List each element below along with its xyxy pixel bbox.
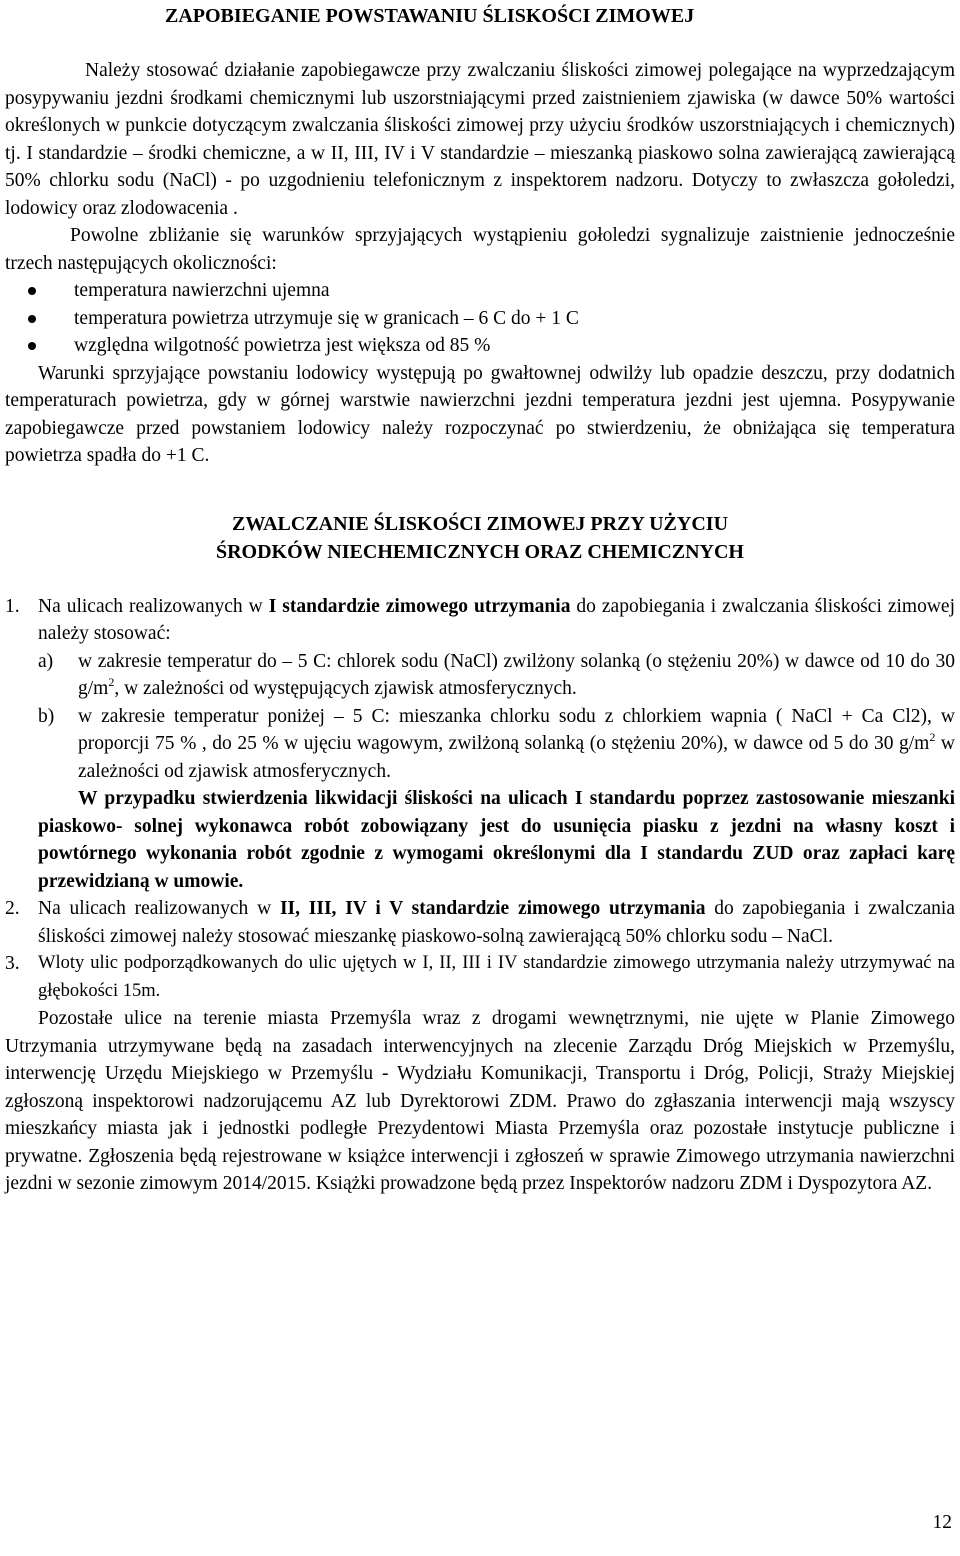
sub-item-text: w zakresie temperatur poniżej – 5 C: mieszanka chlorku sodu z chlorkiem wapnia ( NaCl + Ca Cl2), w proporcji 75 % , do 25 % w ujęciu wagowym, zwilżoną solanką (o stężeniu 20%), w dawce od 5 do 30 g/m	[78, 705, 955, 754]
sub-item-label: a)	[38, 650, 54, 672]
section-title-line2: ŚRODKÓW NIECHEMICZNYCH ORAZ CHEMICZNYCH	[215, 540, 744, 563]
numbered-item-3	[5, 950, 955, 1005]
section-title-line1: ZWALCZANIE ŚLISKOŚCI ZIMOWEJ PRZY UŻYCIU	[231, 512, 729, 535]
item-text: do zapobiegania i zwalczania śliskości zimowej należy stosować:	[38, 595, 955, 644]
section-heading	[5, 510, 955, 566]
page-number: 12	[932, 1512, 952, 1533]
superscript: 2	[108, 675, 115, 689]
numbered-item-1	[5, 593, 955, 648]
conditions-list	[5, 277, 955, 360]
sub-item-text: w zależności od zjawisk atmosferycznych.	[78, 733, 955, 782]
item-text: Wloty ulic podporządkowanych do ulic ujętych w I, II, III i IV standardzie zimowego utrzymania należy utrzymywać na głębokości 15m.	[38, 953, 955, 1001]
item-number: 3.	[5, 953, 20, 974]
item-text: Na ulicach realizowanych w	[38, 595, 269, 617]
superscript: 2	[929, 730, 936, 744]
list-item: względna wilgotność powietrza jest większa od 85 %	[5, 332, 955, 360]
page-content	[5, 2, 955, 1198]
item-bold-text: II, III, IV i V standardzie zimowego utrzymania	[279, 898, 706, 919]
list-item: temperatura nawierzchni ujemna	[5, 277, 955, 305]
list-item: temperatura powietrza utrzymuje się w granicach – 6 C do + 1 C	[5, 305, 955, 333]
sub-item-text: w zakresie temperatur do – 5 C: chlorek sodu (NaCl) zwilżony solanką (o stężeniu 20%) w dawce od 10 do 30 g/m	[78, 650, 955, 699]
sub-item-b	[5, 703, 955, 786]
item-number: 2.	[5, 898, 20, 919]
penalty-paragraph: W przypadku stwierdzenia likwidacji śliskości na ulicach I standardu poprzez zastosowanie mieszanki piaskowo- solnej wykonawca robót zobowiązany jest do usunięcia piasku z jezdni na własny koszt i powtórnego wykonania robót zgodnie z wymogami określonymi dla I standardu ZUD oraz zapłaci karę przewidzianą w umowie.	[38, 788, 955, 892]
item-text: do zapobiegania i zwalczania śliskości zimowej należy stosować mieszankę piaskowo-solną zawierającą 50% chlorku sodu – NaCl.	[38, 898, 955, 947]
item-number: 1.	[5, 595, 20, 617]
sub-item-text: , w zależności od występujących zjawisk atmosferycznych.	[114, 678, 577, 699]
paragraph-prevention: Należy stosować działanie zapobiegawcze przy zwalczaniu śliskości zimowej polegające na wyprzedzającym posypywaniu jezdni środkami chemicznymi lub uszorstniającymi przed zaistnieniem zjawiska (w dawce 50% wartości określonych w punkcie dotyczącym zwalczania śliskości zimowej przy użyciu środków uszorstniających i chemicznych) tj. I standardzie – środki chemiczne, a w II, III, IV i V standardzie – mieszanką piaskowo solna zawierającą zawierającą 50% chlorku sodu (NaCl) - po uzgodnieniu telefonicznym z inspektorem nadzoru. Dotyczy to zwłaszcza gołoledzi, lodowicy oraz zlodowacenia .	[5, 60, 955, 219]
page-title: ZAPOBIEGANIE POWSTAWANIU ŚLISKOŚCI ZIMOWEJ	[165, 5, 695, 27]
paragraph-other-streets: Pozostałe ulice na terenie miasta Przemyśla wraz z drogami wewnętrznymi, nie ujęte w Planie Zimowego Utrzymania utrzymywane będą na zasadach interwencyjnych na zlecenie Zarządu Dróg Miejskich w Przemyślu, interwencję Urzędu Miejskiego w Przemyślu - Wydziału Komunikacji, Transportu i Dróg, Policji, Straży Miejskiej zgłoszoną inspektorowi nadzorującemu AZ lub Dyrektorowi ZDM. Prawo do zgłaszania interwencji mają wszyscy mieszkańcy miasta jak i jednostki podległe Prezydentowi Miasta Przemyśla oraz pozostałe instytucje publiczne i prywatne. Zgłoszenia będą rejestrowane w książce interwencji i zgłoszeń w sprawie Zimowego utrzymania nawierzchni jezdni w sezonie zimowym 2014/2015. Książki prowadzone będą przez Inspektorów nadzoru ZDM i Dyspozytora AZ.	[5, 1008, 955, 1194]
paragraph-glaze-ice: Warunki sprzyjające powstaniu lodowicy występują po gwałtownej odwilży lub opadzie deszczu, przy dodatnich temperaturach powietrza, gdy w górnej warstwie nawierzchni jezdni temperatura jezdni jest ujemna. Posypywanie zapobiegawcze przed powstaniem lodowicy należy rozpoczynać po stwierdzeniu, że obniżająca się temperatura powietrza spadła do +1 C.	[5, 362, 955, 466]
paragraph-conditions: Powolne zbliżanie się warunków sprzyjających wystąpieniu gołoledzi sygnalizuje zaistnienie jednocześnie trzech następujących okoliczności:	[5, 225, 955, 274]
item-text: Na ulicach realizowanych w	[38, 898, 280, 919]
sub-item-label: b)	[38, 705, 55, 727]
item-bold-text: I standardzie zimowego utrzymania	[268, 595, 571, 617]
numbered-item-2	[5, 895, 955, 950]
sub-item-a	[5, 648, 955, 703]
